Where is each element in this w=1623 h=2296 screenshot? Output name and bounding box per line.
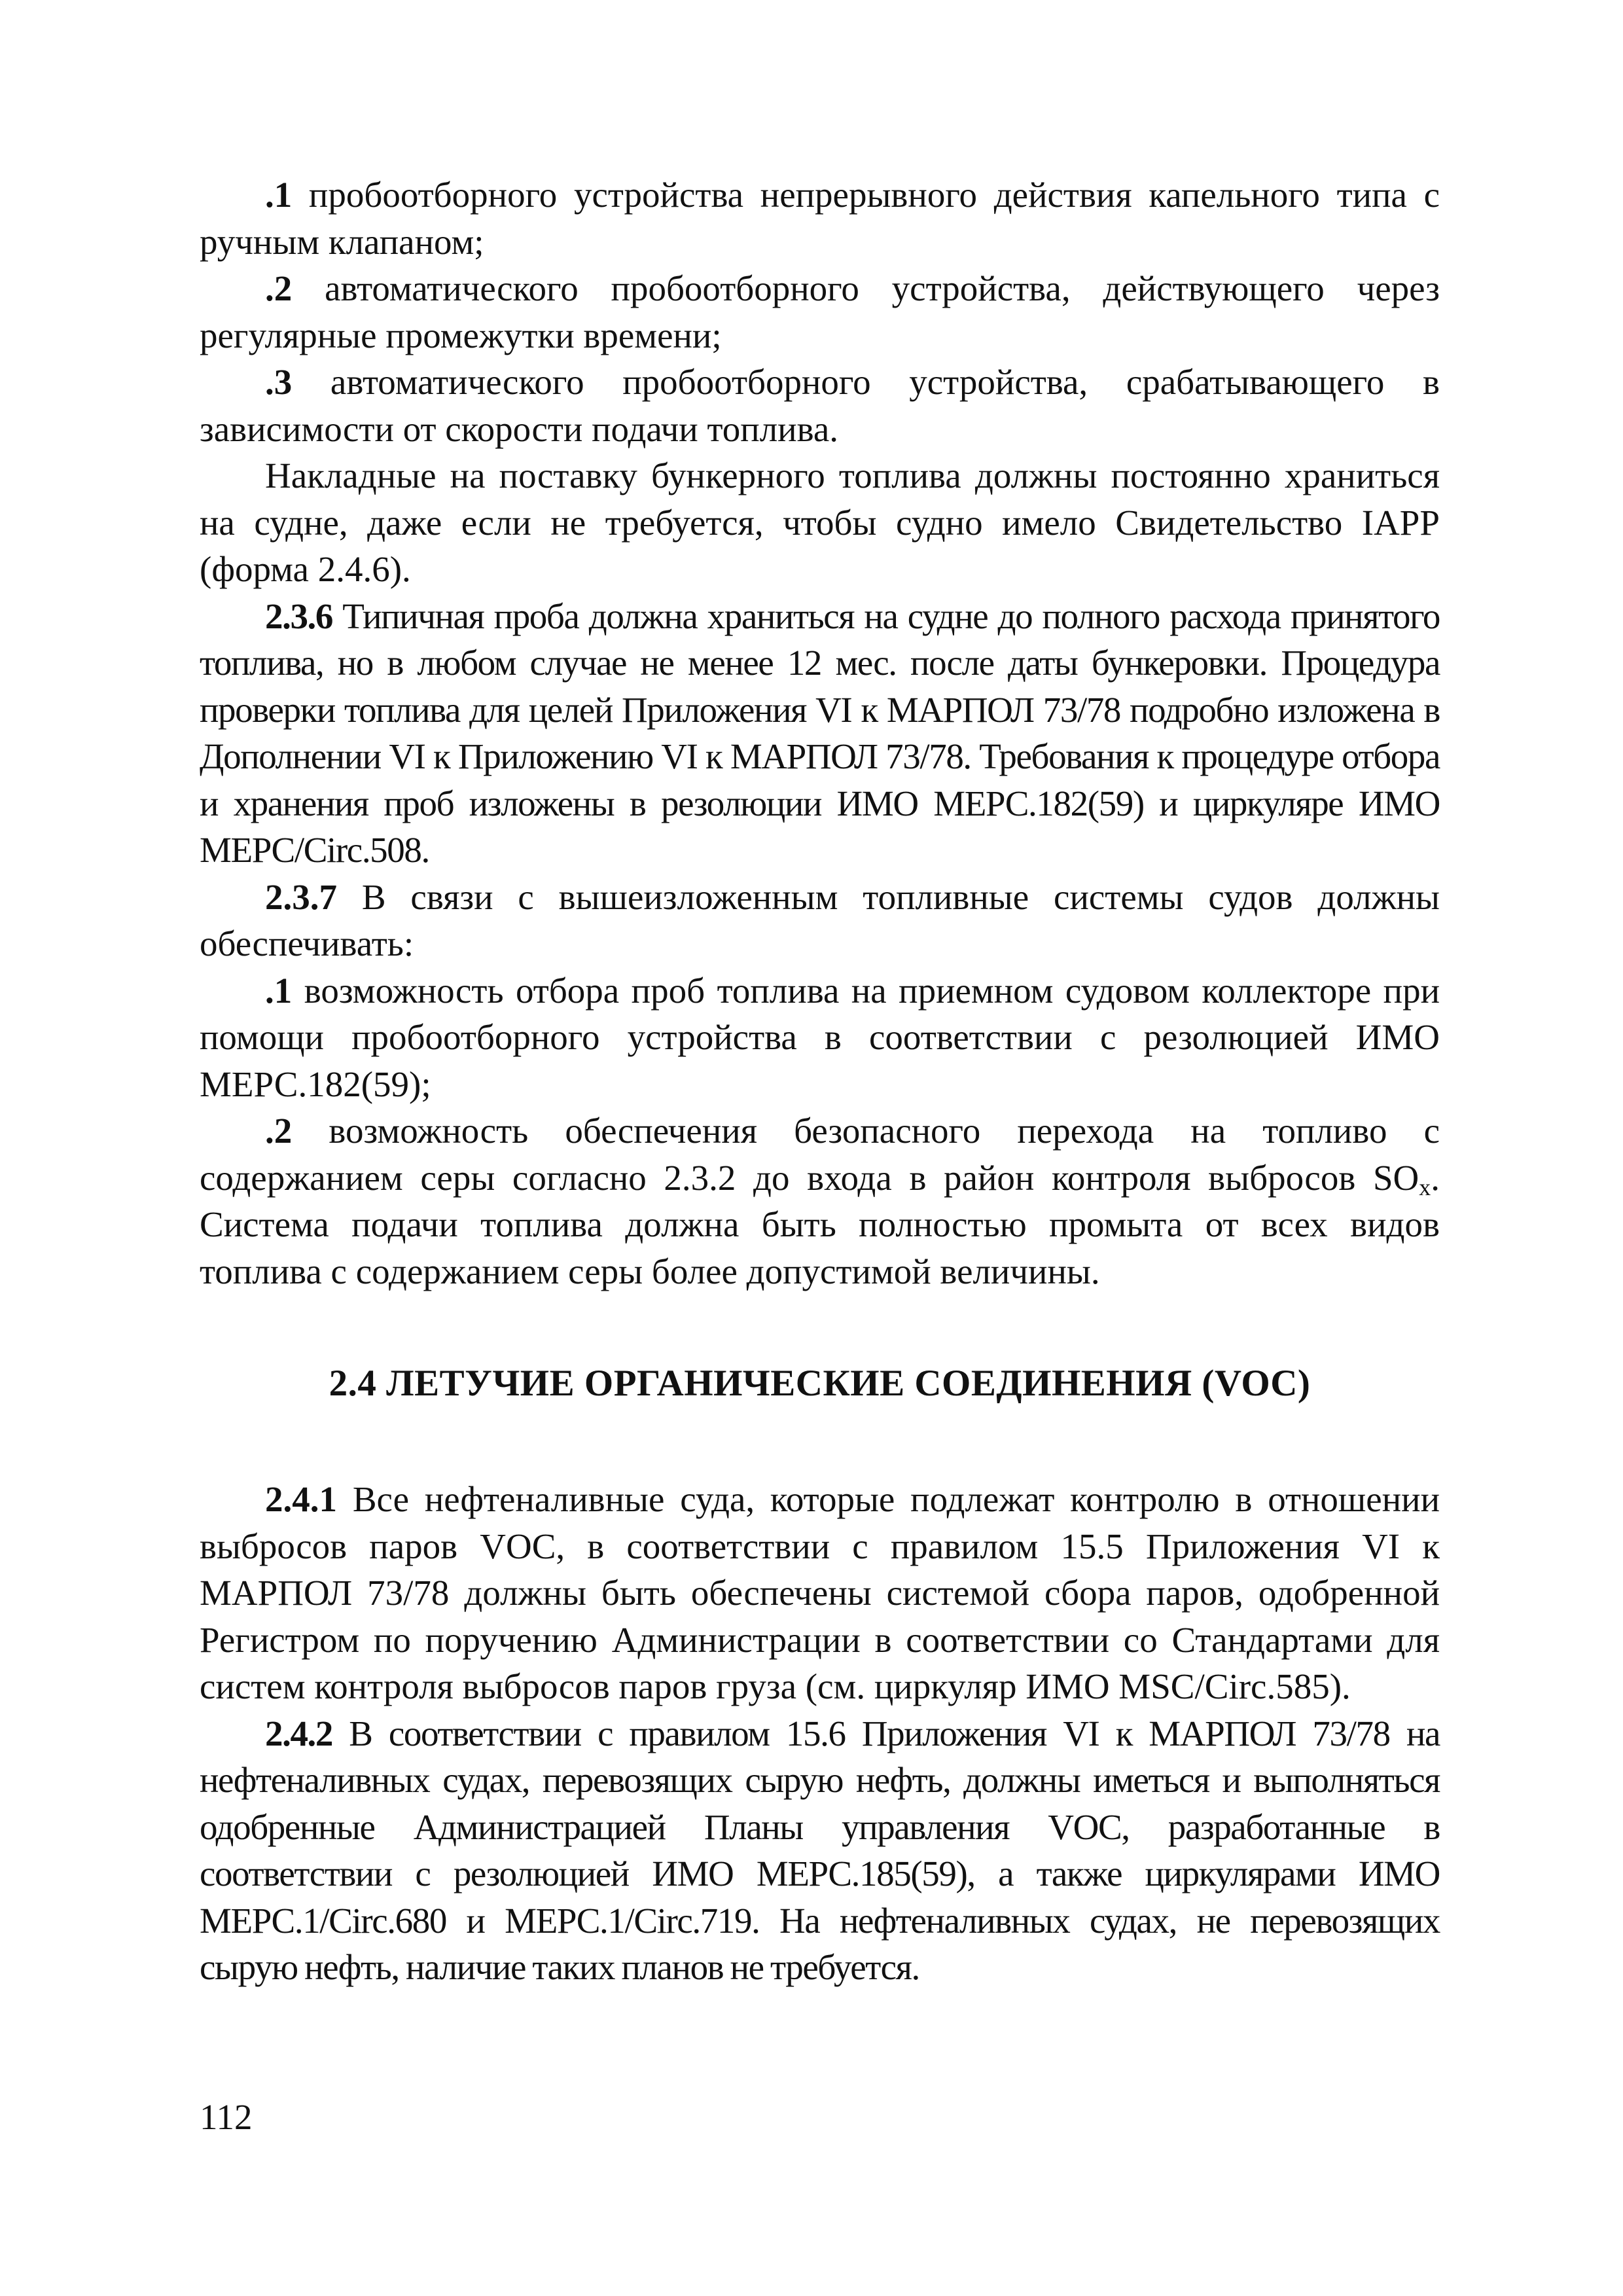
clause-text: Типичная проба должна храниться на судне до полного расхода принятого топлива, но в любом случае не менее 12 мес. после даты бункеровки. Процедура проверки топлива для целей Приложения VI к МАРПОЛ 73/78 подробно изложена в Дополнении VI к Приложению VI к МАРПОЛ 73/78. Требования к процедуре отбора и хранения проб изложены в резолюции ИМО МЕРС.182(59) и циркуляре ИМО МЕРС/Circ.508. [200, 596, 1440, 870]
item-text: автоматического пробоотборного устройства, действующего через регулярные промежутки времени; [200, 268, 1440, 355]
paragraph-bunker-delivery-notes: Накладные на поставку бункерного топлива должны постоянно храниться на судне, даже если не требуется, чтобы судно имело Свидетельство IAPP (форма 2.4.6). [200, 456, 1440, 589]
item-text: пробоотборного устройства непрерывного действия капельного типа с ручным клапаном; [200, 175, 1440, 262]
clause-number: 2.3.7 [265, 876, 337, 917]
clause-number: 2.4.1 [265, 1479, 337, 1519]
section-2-4-body [200, 1476, 1440, 1991]
list-item [200, 967, 1440, 1108]
clause-number: 2.4.2 [265, 1713, 333, 1753]
clause-2-3-6 [200, 593, 1440, 874]
item-number: .1 [265, 970, 293, 1011]
clause-text: Все нефтеналивные суда, которые подлежат контролю в отношении выбросов паров VOC, в соответствии с правилом 15.5 Приложения VI к МАРПОЛ 73/78 должны быть обеспечены системой сбора паров, одобренной Регистром по поручению Администрации в соответствии со Стандартами для систем контроля выбросов паров груза (см. циркуляр ИМО MSC/Circ.585). [200, 1479, 1440, 1706]
clause-text: В связи с вышеизложенным топливные системы судов должны обеспечивать: [200, 876, 1440, 963]
item-text: возможность обеспечения безопасного перехода на топливо с содержанием серы согласно 2.3.2 до входа в район контроля выбросов SO [200, 1111, 1440, 1198]
section-2-3-continuation [200, 171, 1440, 1295]
item-text: автоматического пробоотборного устройства, срабатывающего в зависимости от скорости подачи топлива. [200, 362, 1440, 449]
list-item [200, 171, 1440, 265]
item-number: .3 [265, 362, 293, 402]
item-number: .2 [265, 268, 293, 308]
list-item [200, 265, 1440, 359]
clause-text: В соответствии с правилом 15.6 Приложения VI к МАРПОЛ 73/78 на нефтеналивных судах, перевозящих сырую нефть, должны иметься и выполняться одобренные Администрацией Планы управления VOC, разработанные в соответствии с резолюцией ИМО МЕРС.185(59), а также циркулярами ИМО МЕРС.1/Circ.680 и МЕРС.1/Circ.719. На нефтеналивных судах, не перевозящих сырую нефть, наличие таких планов не требуется. [200, 1713, 1440, 1987]
clause-number: 2.3.6 [265, 596, 333, 636]
item-number: .1 [265, 175, 293, 215]
list-item [200, 359, 1440, 452]
clause-2-4-1 [200, 1476, 1440, 1710]
clause-2-4-2 [200, 1710, 1440, 1991]
item-text-continued: . Система подачи топлива должна быть полностью промыта от всех видов топлива с содержанием серы более допустимой величины. [200, 1157, 1440, 1291]
clause-2-3-7 [200, 874, 1440, 967]
subscript-x: x [1419, 1174, 1431, 1200]
item-text: возможность отбора проб топлива на приемном судовом коллекторе при помощи пробоотборного устройства в соответствии с резолюцией ИМО МЕРС.182(59); [200, 970, 1440, 1104]
list-item [200, 1107, 1440, 1295]
page-number: 112 [200, 2097, 253, 2137]
item-number: .2 [265, 1111, 293, 1151]
section-heading-voc: 2.4 ЛЕТУЧИЕ ОРГАНИЧЕСКИЕ СОЕДИНЕНИЯ (VOC) [329, 1363, 1311, 1404]
